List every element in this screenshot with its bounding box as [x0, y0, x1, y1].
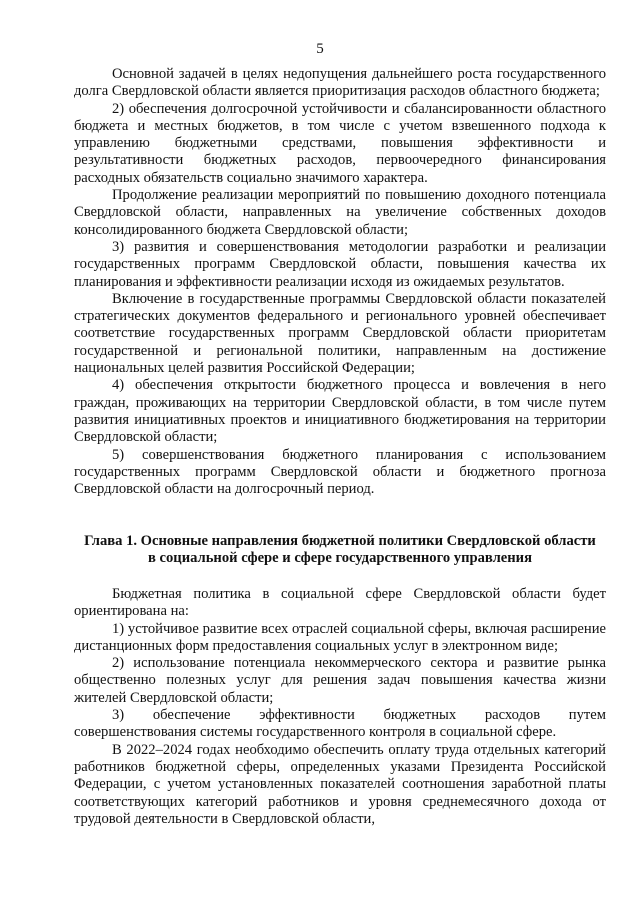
paragraph: 1) устойчивое развитие всех отраслей социальной сферы, включая расширение дистанционных форм предоставления социальных услуг в электронном виде; [74, 620, 606, 654]
paragraph: Бюджетная политика в социальной сфере Свердловской области будет ориентирована на: [74, 586, 606, 620]
paragraph: 2) использование потенциала некоммерческого сектора и развитие рынка общественно полезных услуг для решения задач повышения качества жизни жителей Свердловской области; [74, 655, 606, 706]
body-text-after-heading [74, 586, 606, 828]
paragraph: Включение в государственные программы Свердловской области показателей стратегических документов федерального и регионального уровней обеспечивает соответствие государственных программ Свердловской области приоритетам государственной и региональной политики, направленным на достижение национальных целей развития Российской Федерации; [74, 290, 606, 377]
paragraph: 3) обеспечение эффективности бюджетных расходов путем совершенствования системы государственного контроля в социальной сфере. [74, 707, 606, 741]
paragraph: 2) обеспечения долгосрочной устойчивости и сбалансированности областного бюджета и местных бюджетов, в том числе с учетом взвешенного подхода к управлению бюджетными средствами, повышения эффективности и результативности бюджетных расходов, первоочередного финансирования расходных обязательств социально значимого характера. [74, 100, 606, 186]
paragraph: 5) совершенствования бюджетного планирования с использованием государственных программ Свердловской области и бюджетного прогноза Свердловской области на долгосрочный период. [74, 446, 606, 498]
body-text-before-heading [74, 66, 606, 498]
paragraph: 4) обеспечения открытости бюджетного процесса и вовлечения в него граждан, проживающих на территории Свердловской области, в том числе путем развития инициативных проектов и инициативного бюджетирования на территории Свердловской области; [74, 377, 606, 446]
paragraph: Продолжение реализации мероприятий по повышению доходного потенциала Свердловской области, направленных на увеличение собственных доходов консолидированного бюджета Свердловской области; [74, 187, 606, 238]
chapter-heading-line: в социальной сфере и сфере государственного управления [147, 550, 532, 567]
page-number: 5 [316, 41, 324, 57]
paragraph: Основной задачей в целях недопущения дальнейшего роста государственного долга Свердловской области является приоритизация расходов областного бюджета; [74, 66, 606, 100]
paragraph: 3) развития и совершенствования методологии разработки и реализации государственных программ Свердловской области, повышения качества их планирования и эффективности реализации исходя из ожидаемых результатов. [74, 238, 606, 290]
paragraph: В 2022–2024 годах необходимо обеспечить оплату труда отдельных категорий работников бюджетной сферы, определенных указами Президента Российской Федерации, с учетом установленных показателей соотношения заработной платы соответствующих категорий работников и уровня среднемесячного дохода от трудовой деятельности в Свердловской области, [74, 741, 606, 827]
chapter-heading-line: Глава 1. Основные направления бюджетной политики Свердловской области [84, 533, 596, 549]
chapter-heading [70, 533, 610, 568]
